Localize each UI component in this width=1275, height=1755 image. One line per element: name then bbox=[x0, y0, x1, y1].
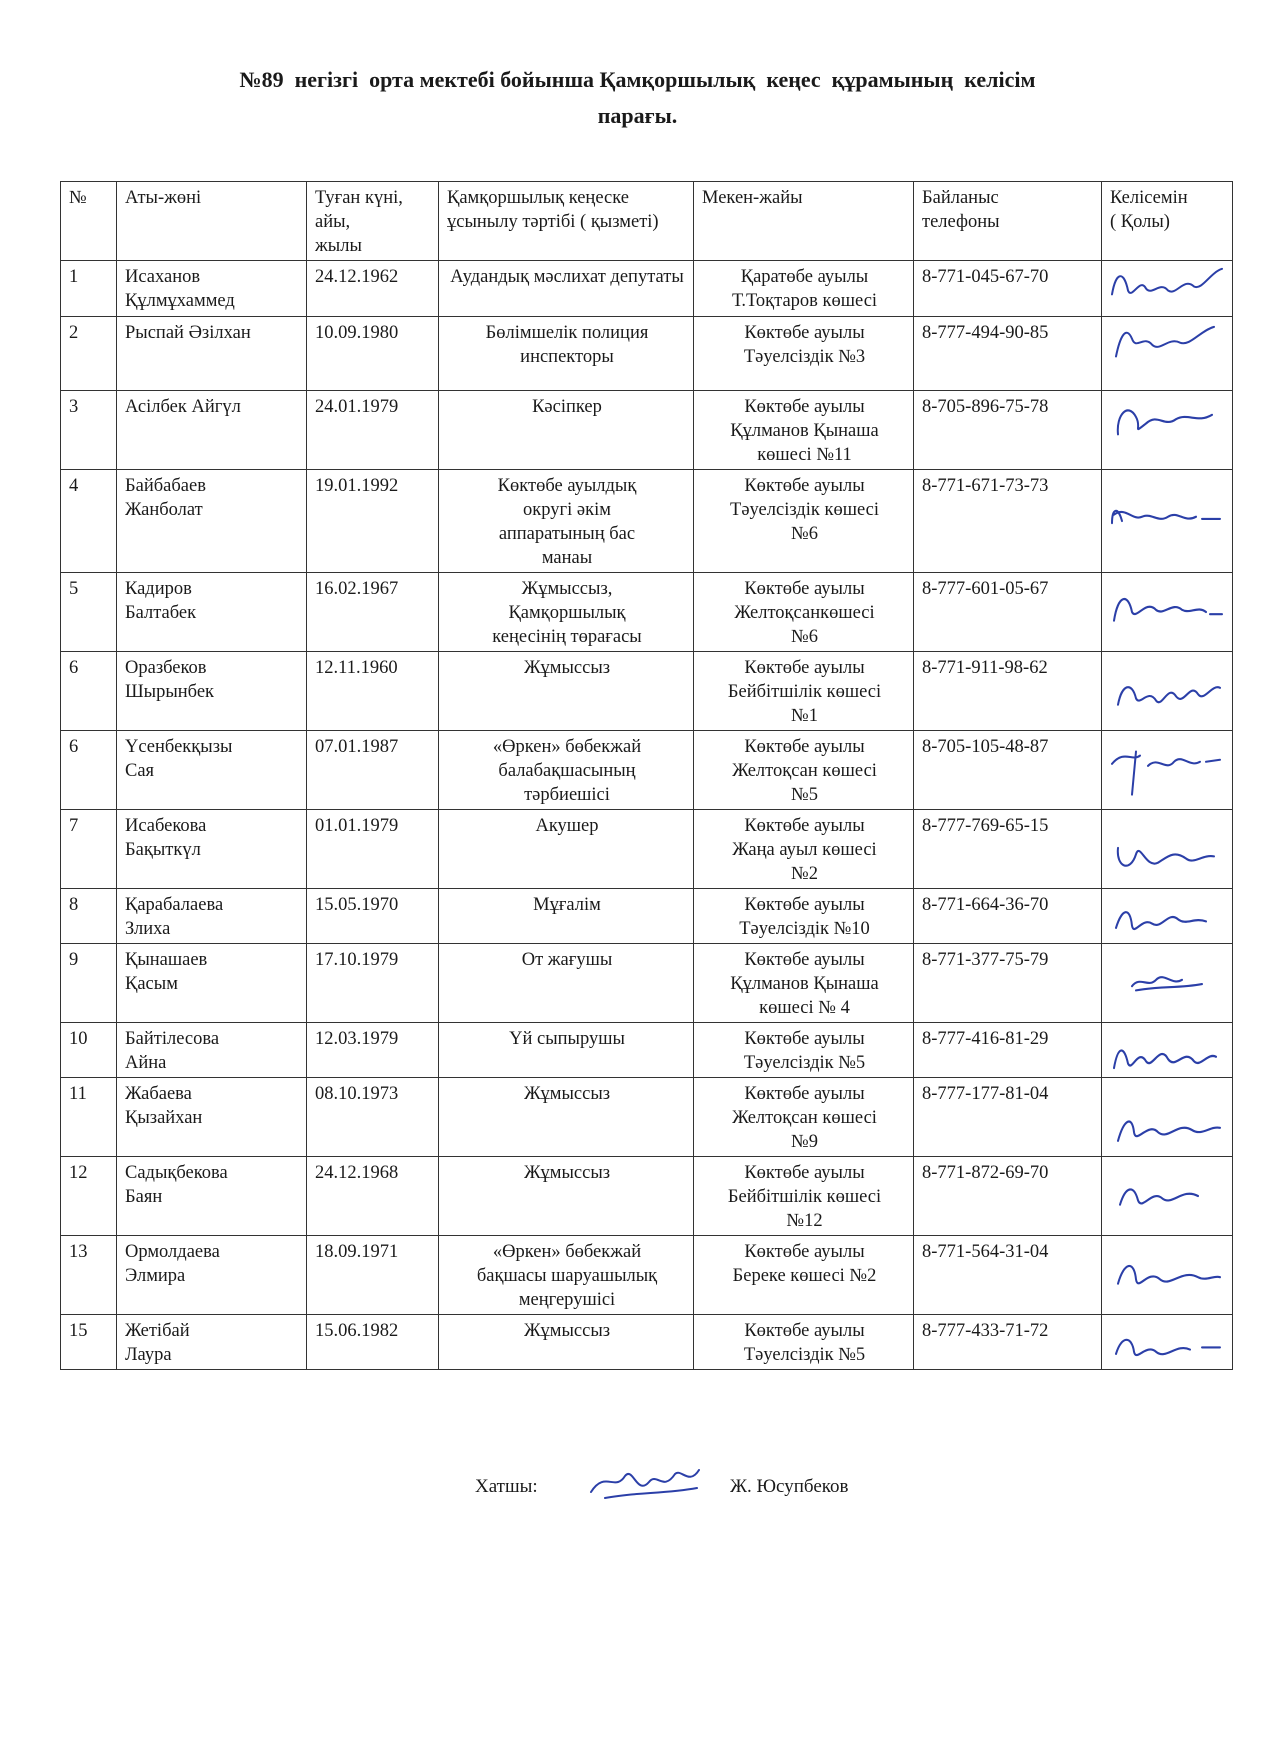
member-name: Байтілесова Айна bbox=[117, 1023, 307, 1078]
header-signature: Келісемін ( Қолы) bbox=[1102, 182, 1233, 261]
row-number: 6 bbox=[61, 731, 117, 810]
row-number: 5 bbox=[61, 573, 117, 652]
birth-date: 12.03.1979 bbox=[307, 1023, 439, 1078]
address: Қаратөбе ауылы Т.Тоқтаров көшесі bbox=[694, 261, 914, 317]
birth-date: 12.11.1960 bbox=[307, 652, 439, 731]
phone-number: 8-777-177-81-04 bbox=[914, 1078, 1102, 1157]
handwritten-signature bbox=[1102, 573, 1232, 651]
row-number: 6 bbox=[61, 652, 117, 731]
table-row bbox=[61, 317, 1233, 391]
signature-cell bbox=[1102, 573, 1233, 652]
row-number: 7 bbox=[61, 810, 117, 889]
birth-date: 16.02.1967 bbox=[307, 573, 439, 652]
table-row bbox=[61, 261, 1233, 317]
table-row bbox=[61, 470, 1233, 573]
row-number: 12 bbox=[61, 1157, 117, 1236]
phone-number: 8-771-377-75-79 bbox=[914, 944, 1102, 1023]
birth-date: 08.10.1973 bbox=[307, 1078, 439, 1157]
table-row bbox=[61, 391, 1233, 470]
occupation: Аудандық мәслихат депутаты bbox=[439, 261, 694, 317]
header-number: № bbox=[61, 182, 117, 261]
member-name: Исабекова Бақыткүл bbox=[117, 810, 307, 889]
address: Көктөбе ауылы Желтоқсан көшесі №5 bbox=[694, 731, 914, 810]
secretary-label: Хатшы: bbox=[475, 1476, 538, 1497]
phone-number: 8-777-494-90-85 bbox=[914, 317, 1102, 391]
row-number: 4 bbox=[61, 470, 117, 573]
row-number: 1 bbox=[61, 261, 117, 317]
signature-cell bbox=[1102, 1315, 1233, 1370]
phone-number: 8-777-433-71-72 bbox=[914, 1315, 1102, 1370]
occupation: «Өркен» бөбекжай бақшасы шаруашылық меңгерушісі bbox=[439, 1236, 694, 1315]
occupation: Жұмыссыз bbox=[439, 1315, 694, 1370]
member-name: Байбабаев Жанболат bbox=[117, 470, 307, 573]
occupation: Жұмыссыз bbox=[439, 1157, 694, 1236]
document-title bbox=[0, 62, 1275, 134]
row-number: 11 bbox=[61, 1078, 117, 1157]
signature-cell bbox=[1102, 261, 1233, 317]
phone-number: 8-771-045-67-70 bbox=[914, 261, 1102, 317]
birth-date: 24.12.1968 bbox=[307, 1157, 439, 1236]
occupation: Мұғалім bbox=[439, 889, 694, 944]
signature-cell bbox=[1102, 652, 1233, 731]
occupation: От жағушы bbox=[439, 944, 694, 1023]
table-row bbox=[61, 573, 1233, 652]
address: Көктөбе ауылы Тәуелсіздік №5 bbox=[694, 1315, 914, 1370]
handwritten-signature bbox=[1102, 1078, 1232, 1156]
header-name: Аты-жөні bbox=[117, 182, 307, 261]
address: Көктөбе ауылы Желтоқсан көшесі №9 bbox=[694, 1078, 914, 1157]
signature-cell bbox=[1102, 391, 1233, 470]
table-row bbox=[61, 944, 1233, 1023]
birth-date: 17.10.1979 bbox=[307, 944, 439, 1023]
member-name: Исаханов Құлмұхаммед bbox=[117, 261, 307, 317]
signature-cell bbox=[1102, 944, 1233, 1023]
address: Көктөбе ауылы Құлманов Қынаша көшесі № 4 bbox=[694, 944, 914, 1023]
signature-cell bbox=[1102, 731, 1233, 810]
row-number: 10 bbox=[61, 1023, 117, 1078]
birth-date: 24.12.1962 bbox=[307, 261, 439, 317]
phone-number: 8-705-896-75-78 bbox=[914, 391, 1102, 470]
signature-cell bbox=[1102, 1078, 1233, 1157]
table-header-row bbox=[61, 182, 1233, 261]
member-name: Оразбеков Шырынбек bbox=[117, 652, 307, 731]
table-row bbox=[61, 1157, 1233, 1236]
table-row bbox=[61, 652, 1233, 731]
address: Көктөбе ауылы Жаңа ауыл көшесі №2 bbox=[694, 810, 914, 889]
row-number: 2 bbox=[61, 317, 117, 391]
occupation: Көктөбе ауылдық округі әкім аппаратының бас манаы bbox=[439, 470, 694, 573]
table-row bbox=[61, 731, 1233, 810]
occupation: Акушер bbox=[439, 810, 694, 889]
member-name: Ормолдаева Элмира bbox=[117, 1236, 307, 1315]
birth-date: 19.01.1992 bbox=[307, 470, 439, 573]
member-name: Садықбекова Баян bbox=[117, 1157, 307, 1236]
phone-number: 8-771-564-31-04 bbox=[914, 1236, 1102, 1315]
occupation: Бөлімшелік полиция инспекторы bbox=[439, 317, 694, 391]
phone-number: 8-771-872-69-70 bbox=[914, 1157, 1102, 1236]
occupation: Жұмыссыз bbox=[439, 1078, 694, 1157]
address: Көктөбе ауылы Құлманов Қынаша көшесі №11 bbox=[694, 391, 914, 470]
occupation: «Өркен» бөбекжай балабақшасының тәрбиешісі bbox=[439, 731, 694, 810]
handwritten-signature bbox=[1102, 731, 1232, 809]
secretary-name: Ж. Юсупбеков bbox=[730, 1476, 849, 1497]
address: Көктөбе ауылы Бейбітшілік көшесі №12 bbox=[694, 1157, 914, 1236]
row-number: 15 bbox=[61, 1315, 117, 1370]
phone-number: 8-771-671-73-73 bbox=[914, 470, 1102, 573]
header-phone: Байланыс телефоны bbox=[914, 182, 1102, 261]
row-number: 3 bbox=[61, 391, 117, 470]
member-name: Жабаева Қызайхан bbox=[117, 1078, 307, 1157]
member-name: Асілбек Айгүл bbox=[117, 391, 307, 470]
signature-cell bbox=[1102, 1023, 1233, 1078]
birth-date: 10.09.1980 bbox=[307, 317, 439, 391]
phone-number: 8-771-911-98-62 bbox=[914, 652, 1102, 731]
address: Көктөбе ауылы Бейбітшілік көшесі №1 bbox=[694, 652, 914, 731]
header-birth-date: Туған күні, айы, жылы bbox=[307, 182, 439, 261]
address: Көктөбе ауылы Береке көшесі №2 bbox=[694, 1236, 914, 1315]
occupation: Үй сыпырушы bbox=[439, 1023, 694, 1078]
signature-cell bbox=[1102, 317, 1233, 391]
handwritten-signature bbox=[1102, 889, 1232, 943]
handwritten-signature bbox=[1102, 1023, 1232, 1077]
signature-cell bbox=[1102, 1157, 1233, 1236]
members-table bbox=[60, 181, 1233, 1370]
table-row bbox=[61, 889, 1233, 944]
row-number: 13 bbox=[61, 1236, 117, 1315]
title-line-2: парағы. bbox=[597, 103, 678, 128]
phone-number: 8-777-601-05-67 bbox=[914, 573, 1102, 652]
member-name: Рыспай Әзілхан bbox=[117, 317, 307, 391]
row-number: 9 bbox=[61, 944, 117, 1023]
phone-number: 8-777-416-81-29 bbox=[914, 1023, 1102, 1078]
handwritten-signature bbox=[1102, 391, 1232, 469]
birth-date: 15.05.1970 bbox=[307, 889, 439, 944]
secretary-footer bbox=[0, 1470, 1275, 1510]
title-line-1: №89 негізгі орта мектебі бойынша Қамқоршылық кеңес құрамының келісім bbox=[239, 67, 1036, 92]
handwritten-signature bbox=[1102, 944, 1232, 1022]
birth-date: 01.01.1979 bbox=[307, 810, 439, 889]
row-number: 8 bbox=[61, 889, 117, 944]
signature-cell bbox=[1102, 810, 1233, 889]
table-row bbox=[61, 810, 1233, 889]
handwritten-signature bbox=[1102, 810, 1232, 888]
handwritten-signature bbox=[1102, 1157, 1232, 1235]
secretary-signature bbox=[585, 1462, 705, 1506]
address: Көктөбе ауылы Тәуелсіздік №3 bbox=[694, 317, 914, 391]
member-name: Қынашаев Қасым bbox=[117, 944, 307, 1023]
occupation: Жұмыссыз bbox=[439, 652, 694, 731]
address: Көктөбе ауылы Тәуелсіздік көшесі №6 bbox=[694, 470, 914, 573]
signature-cell bbox=[1102, 470, 1233, 573]
table-row bbox=[61, 1078, 1233, 1157]
phone-number: 8-705-105-48-87 bbox=[914, 731, 1102, 810]
phone-number: 8-771-664-36-70 bbox=[914, 889, 1102, 944]
address: Көктөбе ауылы Тәуелсіздік №10 bbox=[694, 889, 914, 944]
table-row bbox=[61, 1236, 1233, 1315]
address: Көктөбе ауылы Тәуелсіздік №5 bbox=[694, 1023, 914, 1078]
birth-date: 15.06.1982 bbox=[307, 1315, 439, 1370]
handwritten-signature bbox=[1102, 1315, 1232, 1369]
member-name: Кадиров Балтабек bbox=[117, 573, 307, 652]
birth-date: 24.01.1979 bbox=[307, 391, 439, 470]
handwritten-signature bbox=[1102, 470, 1232, 572]
handwritten-signature bbox=[1102, 652, 1232, 730]
occupation: Жұмыссыз, Қамқоршылық кеңесінің төрағасы bbox=[439, 573, 694, 652]
header-occupation: Қамқоршылық кеңеске ұсынылу тәртібі ( қызметі) bbox=[439, 182, 694, 261]
address: Көктөбе ауылы Желтоқсанкөшесі №6 bbox=[694, 573, 914, 652]
member-name: Қарабалаева Злиха bbox=[117, 889, 307, 944]
member-name: Жетібай Лаура bbox=[117, 1315, 307, 1370]
member-name: Үсенбекқызы Сая bbox=[117, 731, 307, 810]
phone-number: 8-777-769-65-15 bbox=[914, 810, 1102, 889]
handwritten-signature bbox=[1102, 1236, 1232, 1314]
handwritten-signature bbox=[1102, 317, 1232, 390]
table-row bbox=[61, 1023, 1233, 1078]
table-row bbox=[61, 1315, 1233, 1370]
signature-cell bbox=[1102, 889, 1233, 944]
signature-cell bbox=[1102, 1236, 1233, 1315]
birth-date: 07.01.1987 bbox=[307, 731, 439, 810]
occupation: Кәсіпкер bbox=[439, 391, 694, 470]
birth-date: 18.09.1971 bbox=[307, 1236, 439, 1315]
handwritten-signature bbox=[1102, 261, 1232, 316]
header-address: Мекен-жайы bbox=[694, 182, 914, 261]
